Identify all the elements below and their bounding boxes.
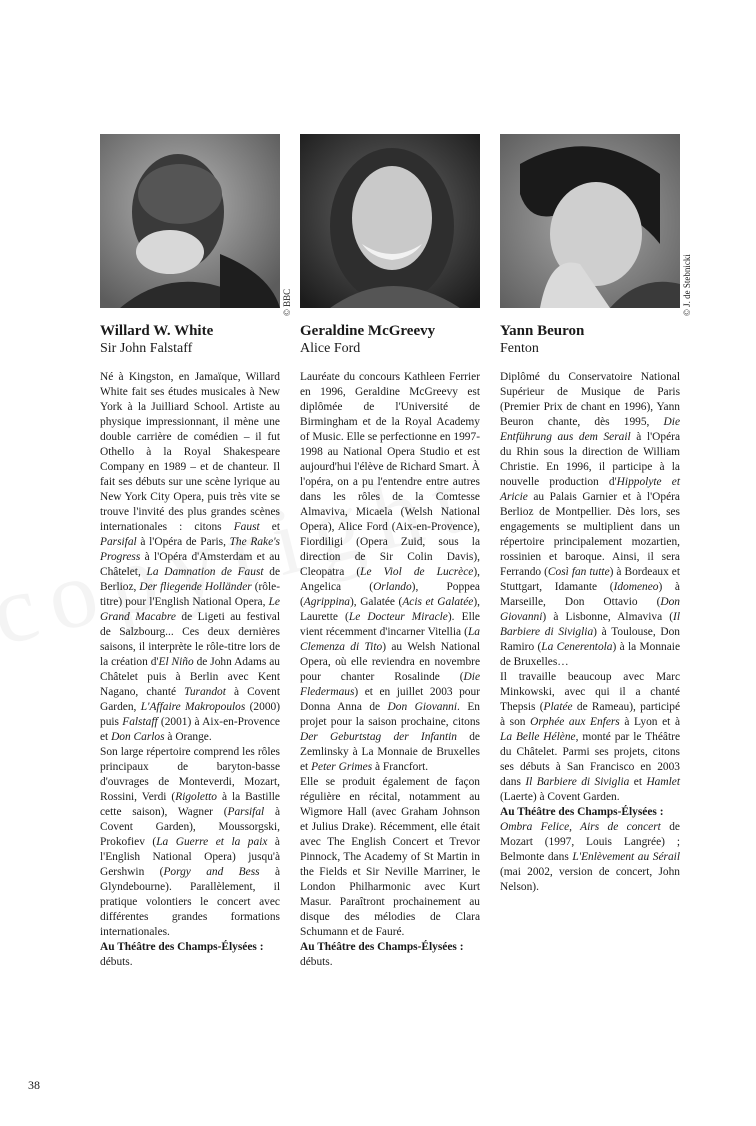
artist-role: Alice Ford	[300, 341, 361, 356]
tce-heading: Au Théâtre des Champs-Élysées :	[100, 941, 264, 953]
tce-text: débuts.	[300, 956, 333, 968]
photo-credit: © BBC	[282, 288, 292, 316]
artist-column-white	[100, 134, 280, 970]
bio-paragraph: Diplômé du Conservatoire National Supérieur de Musique de Paris (Premier Prix de chant en 1996), Yann Beuron chante, dès 1995, Die Entführung aus dem Serail à l'Opéra du Rhin sous la direction de William Christie. En 1996, il participe à la nouvelle production d'Hippolyte et Aricie au Palais Garnier et à l'Opéra Berlioz de Montpellier. Dès lors, ses engagements se multiplient dans un répertoire principalement mozartien, rossinien et baroque. Ainsi, il sera Ferrando (Così fan tutte) à Bordeaux et Stuttgart, Idamante (Idomeneo) à Marseille, Don Ottavio (Don Giovanni) à Lisbonne, Almaviva (Il Barbiere di Siviglia) à Toulouse, Don Ramiro (La Cenerentola) à la Monnaie de Bruxelles…	[500, 371, 681, 668]
bio-paragraph: Lauréate du concours Kathleen Ferrier en 1996, Geraldine McGreevy est diplômée de l'Université de Birmingham et de la Royal Academy of Music. Elle se perfectionne en 1997-1998 au National Opera Studio et est aujourd'hui l'élève de Richard Smart. À l'opéra, on a pu l'entendre entre autres dans les rôles de la Comtesse Almaviva, Micaela (Welsh National Opera), Alice Ford (Aix-en-Provence), Fiordiligi (Opera Zuid, sous la direction de Sir Colin Davis), Cleopatra (Le Viol de Lucrèce), Angelica (Orlando), Poppea (Agrippina), Galatée (Acis et Galatée), Laurette (Le Docteur Miracle). Elle vient récemment d'incarner Vitellia (La Clemenza di Tito) au Welsh National Opera, où elle reviendra en novembre pour chanter Rosalinde (Die Fledermaus) et en juillet 2003 pour Donna Anna de Don Giovanni. En projet pour la saison prochaine, citons Der Geburtstag der Infantin de Zemlinsky à La Monnaie de Bruxelles et Peter Grimes à Francfort.	[300, 371, 480, 773]
artist-role: Fenton	[500, 341, 539, 356]
portrait-white-image	[100, 134, 280, 308]
bio-paragraph: Il travaille beaucoup avec Marc Minkowski, avec qui il a chanté Thepsis (Platée de Rameau), participé à son Orphée aux Enfers à Lyon et à La Belle Hélène, monté par le Théâtre du Châtelet. Parmi ses projets, citons ses débuts à San Francisco en 2003 dans Il Barbiere di Siviglia et Hamlet (Laerte) à Covent Garden.	[500, 671, 681, 803]
artist-role: Sir John Falstaff	[100, 341, 193, 356]
bio-paragraph: Elle se produit également de façon régulière en récital, notamment au Wigmore Hall (avec Graham Johnson et Julius Drake). Récemment, elle était avec The English Concert et Trevor Pinnock, The Academy of St Martin in the Fields et Sir Neville Marriner, le London Philharmonic avec Kurt Masur. Paraîtront prochainement au disque des mélodies de Clara Schumann et de Fauré.	[300, 776, 480, 938]
portrait-photo-beuron	[500, 134, 680, 308]
artist-name: Yann Beuron	[500, 323, 585, 339]
tce-text: débuts.	[100, 956, 133, 968]
portrait-photo-white	[100, 134, 280, 308]
artist-name: Geraldine McGreevy	[300, 323, 436, 339]
tce-text: Ombra Felice, Airs de concert de Mozart (1997, Louis Langrée) ; Belmonte dans L'Enlèvement au Sérail (mai 2002, version de concert, John Nelson).	[500, 821, 680, 893]
artist-name: Willard W. White	[100, 323, 214, 339]
tce-heading: Au Théâtre des Champs-Élysées :	[300, 941, 464, 953]
bio-paragraph: Né à Kingston, en Jamaïque, Willard White fait ses études musicales à New York à la Juilliard School. Artiste au physique impressionnant, il mène une double carrière de comédien – il fut Othello à la Royal Shakespeare Company en 1989 – et de chanteur. Il fait ses débuts sur une scène lyrique au New York City Opera, puis très vite se trouve l'invité des plus grandes scènes internationales : citons Faust et Parsifal à l'Opéra de Paris, The Rake's Progress à l'Opéra d'Amsterdam et au Châtelet, La Damnation de Faust de Berlioz, Der fliegende Holländer (rôle-titre) pour l'English National Opera, Le Grand Macabre de Ligeti au festival de Salzbourg... Ces deux dernières saisons, il interprète le rôle-titre lors de la création d'El Niño de John Adams au Châtelet puis à Berlin avec Kent Nagano, chanté Turandot à Covent Garden, L'Affaire Makropoulos (2000) puis Falstaff (2001) à Aix-en-Provence et Don Carlos à Orange.	[100, 371, 281, 743]
artist-bio	[300, 370, 480, 970]
artist-bio	[100, 370, 280, 970]
page-number: 38	[28, 1078, 40, 1092]
artist-bio	[500, 370, 680, 895]
bio-paragraph: Son large répertoire comprend les rôles principaux de baryton-basse d'ouvrages de Monteverdi, Mozart, Rossini, Verdi (Rigoletto à la Bastille cette saison), Wagner (Parsifal à Covent Garden), Moussorgski, Prokofiev (La Guerre et la paix à l'English National Opera) jusqu'à Gershwin (Porgy and Bess à Glyndebourne). Parallèlement, il pratique volontiers le concert avec différentes grandes formations internationales.	[100, 746, 281, 938]
tce-heading: Au Théâtre des Champs-Élysées :	[500, 806, 664, 818]
portrait-mcgreevy-image	[300, 134, 480, 308]
artist-column-beuron	[500, 134, 680, 895]
portrait-photo-mcgreevy	[300, 134, 480, 308]
photo-credit: © J. de Stebnicki	[682, 254, 692, 316]
portrait-beuron-image	[500, 134, 680, 308]
artist-column-mcgreevy	[300, 134, 480, 970]
